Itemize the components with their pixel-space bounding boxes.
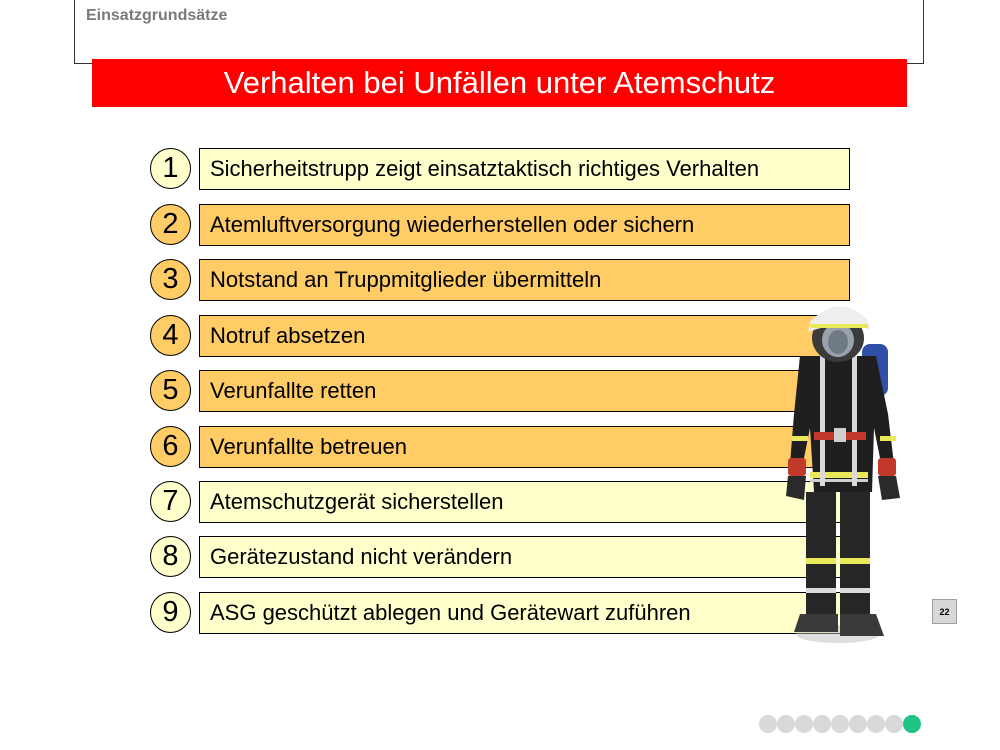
number-badge: 7: [150, 481, 191, 522]
item-text: Verunfallte retten: [199, 370, 850, 412]
progress-dot: [759, 715, 777, 733]
number-badge: 8: [150, 536, 191, 577]
number-badge: 9: [150, 592, 191, 633]
progress-dot: [795, 715, 813, 733]
progress-dot: [777, 715, 795, 733]
item-text: Notruf absetzen: [199, 315, 850, 357]
progress-dot: [903, 715, 921, 733]
progress-dot: [813, 715, 831, 733]
number-badge: 4: [150, 315, 191, 356]
progress-dot: [885, 715, 903, 733]
number-badge: 3: [150, 259, 191, 300]
title-bar: [92, 59, 907, 107]
page-number: 22: [932, 599, 957, 624]
firefighter-illustration: [780, 296, 910, 648]
number-badge: 5: [150, 370, 191, 411]
section-label: Einsatzgrundsätze: [86, 7, 228, 24]
item-text: Verunfallte betreuen: [199, 426, 850, 468]
number-badge: 2: [150, 204, 191, 245]
item-text: Atemluftversorgung wiederherstellen oder sichern: [199, 204, 850, 246]
number-badge: 1: [150, 148, 191, 189]
item-text: ASG geschützt ablegen und Gerätewart zuführen: [199, 592, 850, 634]
item-text: Notstand an Truppmitglieder übermitteln: [199, 259, 850, 301]
item-text: Atemschutzgerät sicherstellen: [199, 481, 850, 523]
progress-dot: [849, 715, 867, 733]
slide-title: Verhalten bei Unfällen unter Atemschutz: [223, 65, 776, 100]
progress-dot: [831, 715, 849, 733]
item-text: Sicherheitstrupp zeigt einsatztaktisch richtiges Verhalten: [199, 148, 850, 190]
number-badge: 6: [150, 426, 191, 467]
progress-dot: [867, 715, 885, 733]
item-text: Gerätezustand nicht verändern: [199, 536, 850, 578]
